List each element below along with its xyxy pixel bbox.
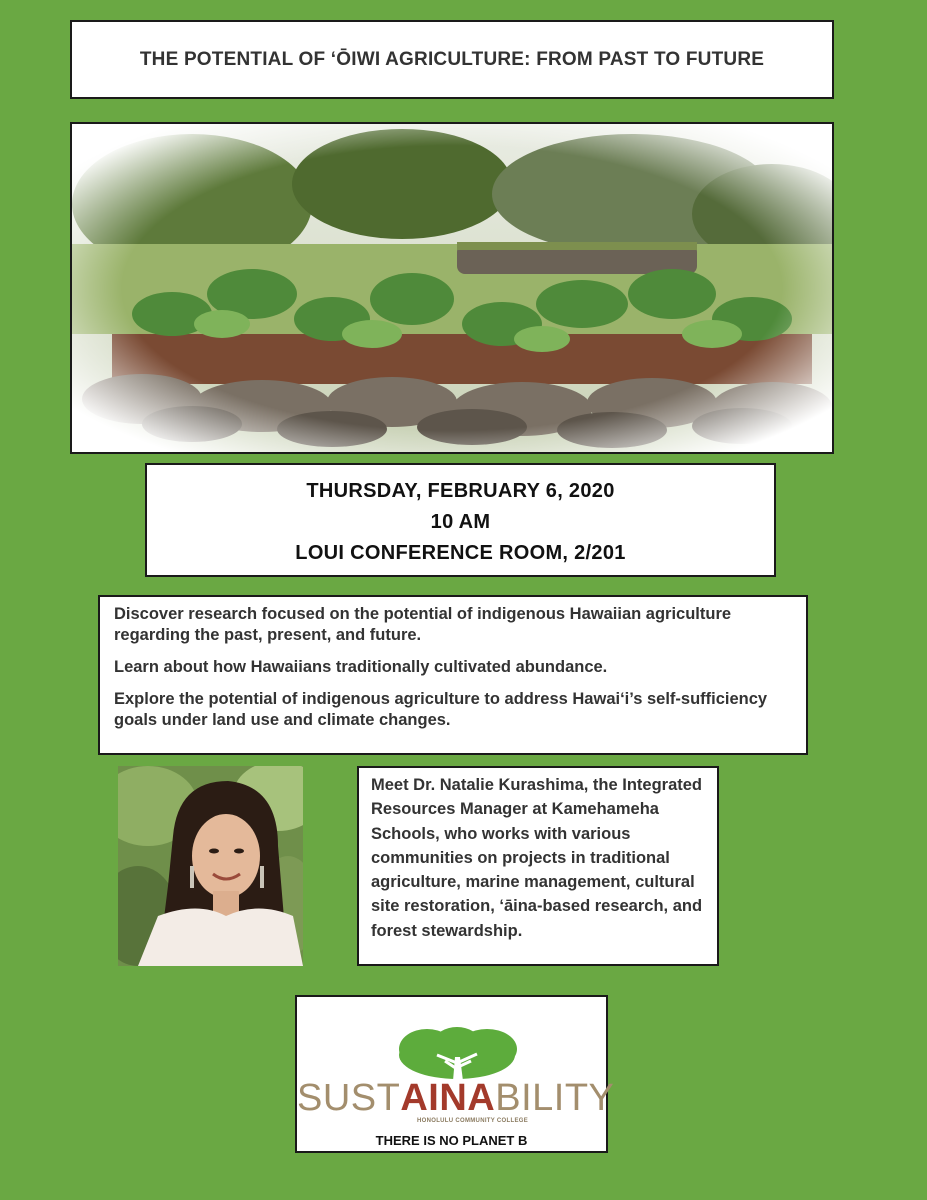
logo-word-part: BILITY xyxy=(495,1077,615,1119)
logo-word-part: SUST xyxy=(297,1077,401,1119)
event-location: LOUI CONFERENCE ROOM, 2/201 xyxy=(295,542,626,564)
logo-wordmark xyxy=(297,1077,615,1120)
event-date: THURSDAY, FEBRUARY 6, 2020 xyxy=(306,480,615,502)
page-title: THE POTENTIAL OF ‘ŌIWI AGRICULTURE: FROM PAST TO FUTURE xyxy=(139,48,765,70)
event-details-box xyxy=(145,463,776,577)
tree-icon xyxy=(297,997,610,1087)
logo-word-part: AINA xyxy=(400,1077,496,1119)
garden-photo-frame xyxy=(70,122,834,454)
title-box xyxy=(70,20,834,99)
logo-box xyxy=(295,995,615,1153)
description-paragraph: Discover research focused on the potential of indigenous Hawaiian agriculture regarding the past, present, and future. xyxy=(114,605,732,644)
description-box xyxy=(98,595,808,755)
speaker-bio: Meet Dr. Natalie Kurashima, the Integrated Resources Manager at Kamehameha Schools, who works with various communities on projects in traditional agriculture, marine management, cultural site restoration, ‘āina-based research, and forest stewardship. xyxy=(371,776,703,940)
tagline: THERE IS NO PLANET B xyxy=(375,1133,528,1148)
description-paragraph: Explore the potential of indigenous agriculture to address Hawai‘i’s self-sufficiency goals under land use and climate changes. xyxy=(114,690,768,729)
garden-photo xyxy=(72,124,832,452)
logo-subtext: HONOLULU COMMUNITY COLLEGE xyxy=(417,1118,529,1124)
event-time: 10 AM xyxy=(430,511,491,533)
speaker-bio-box xyxy=(357,766,719,966)
description-paragraph: Learn about how Hawaiians traditionally cultivated abundance. xyxy=(114,658,608,676)
speaker-photo xyxy=(118,766,303,966)
